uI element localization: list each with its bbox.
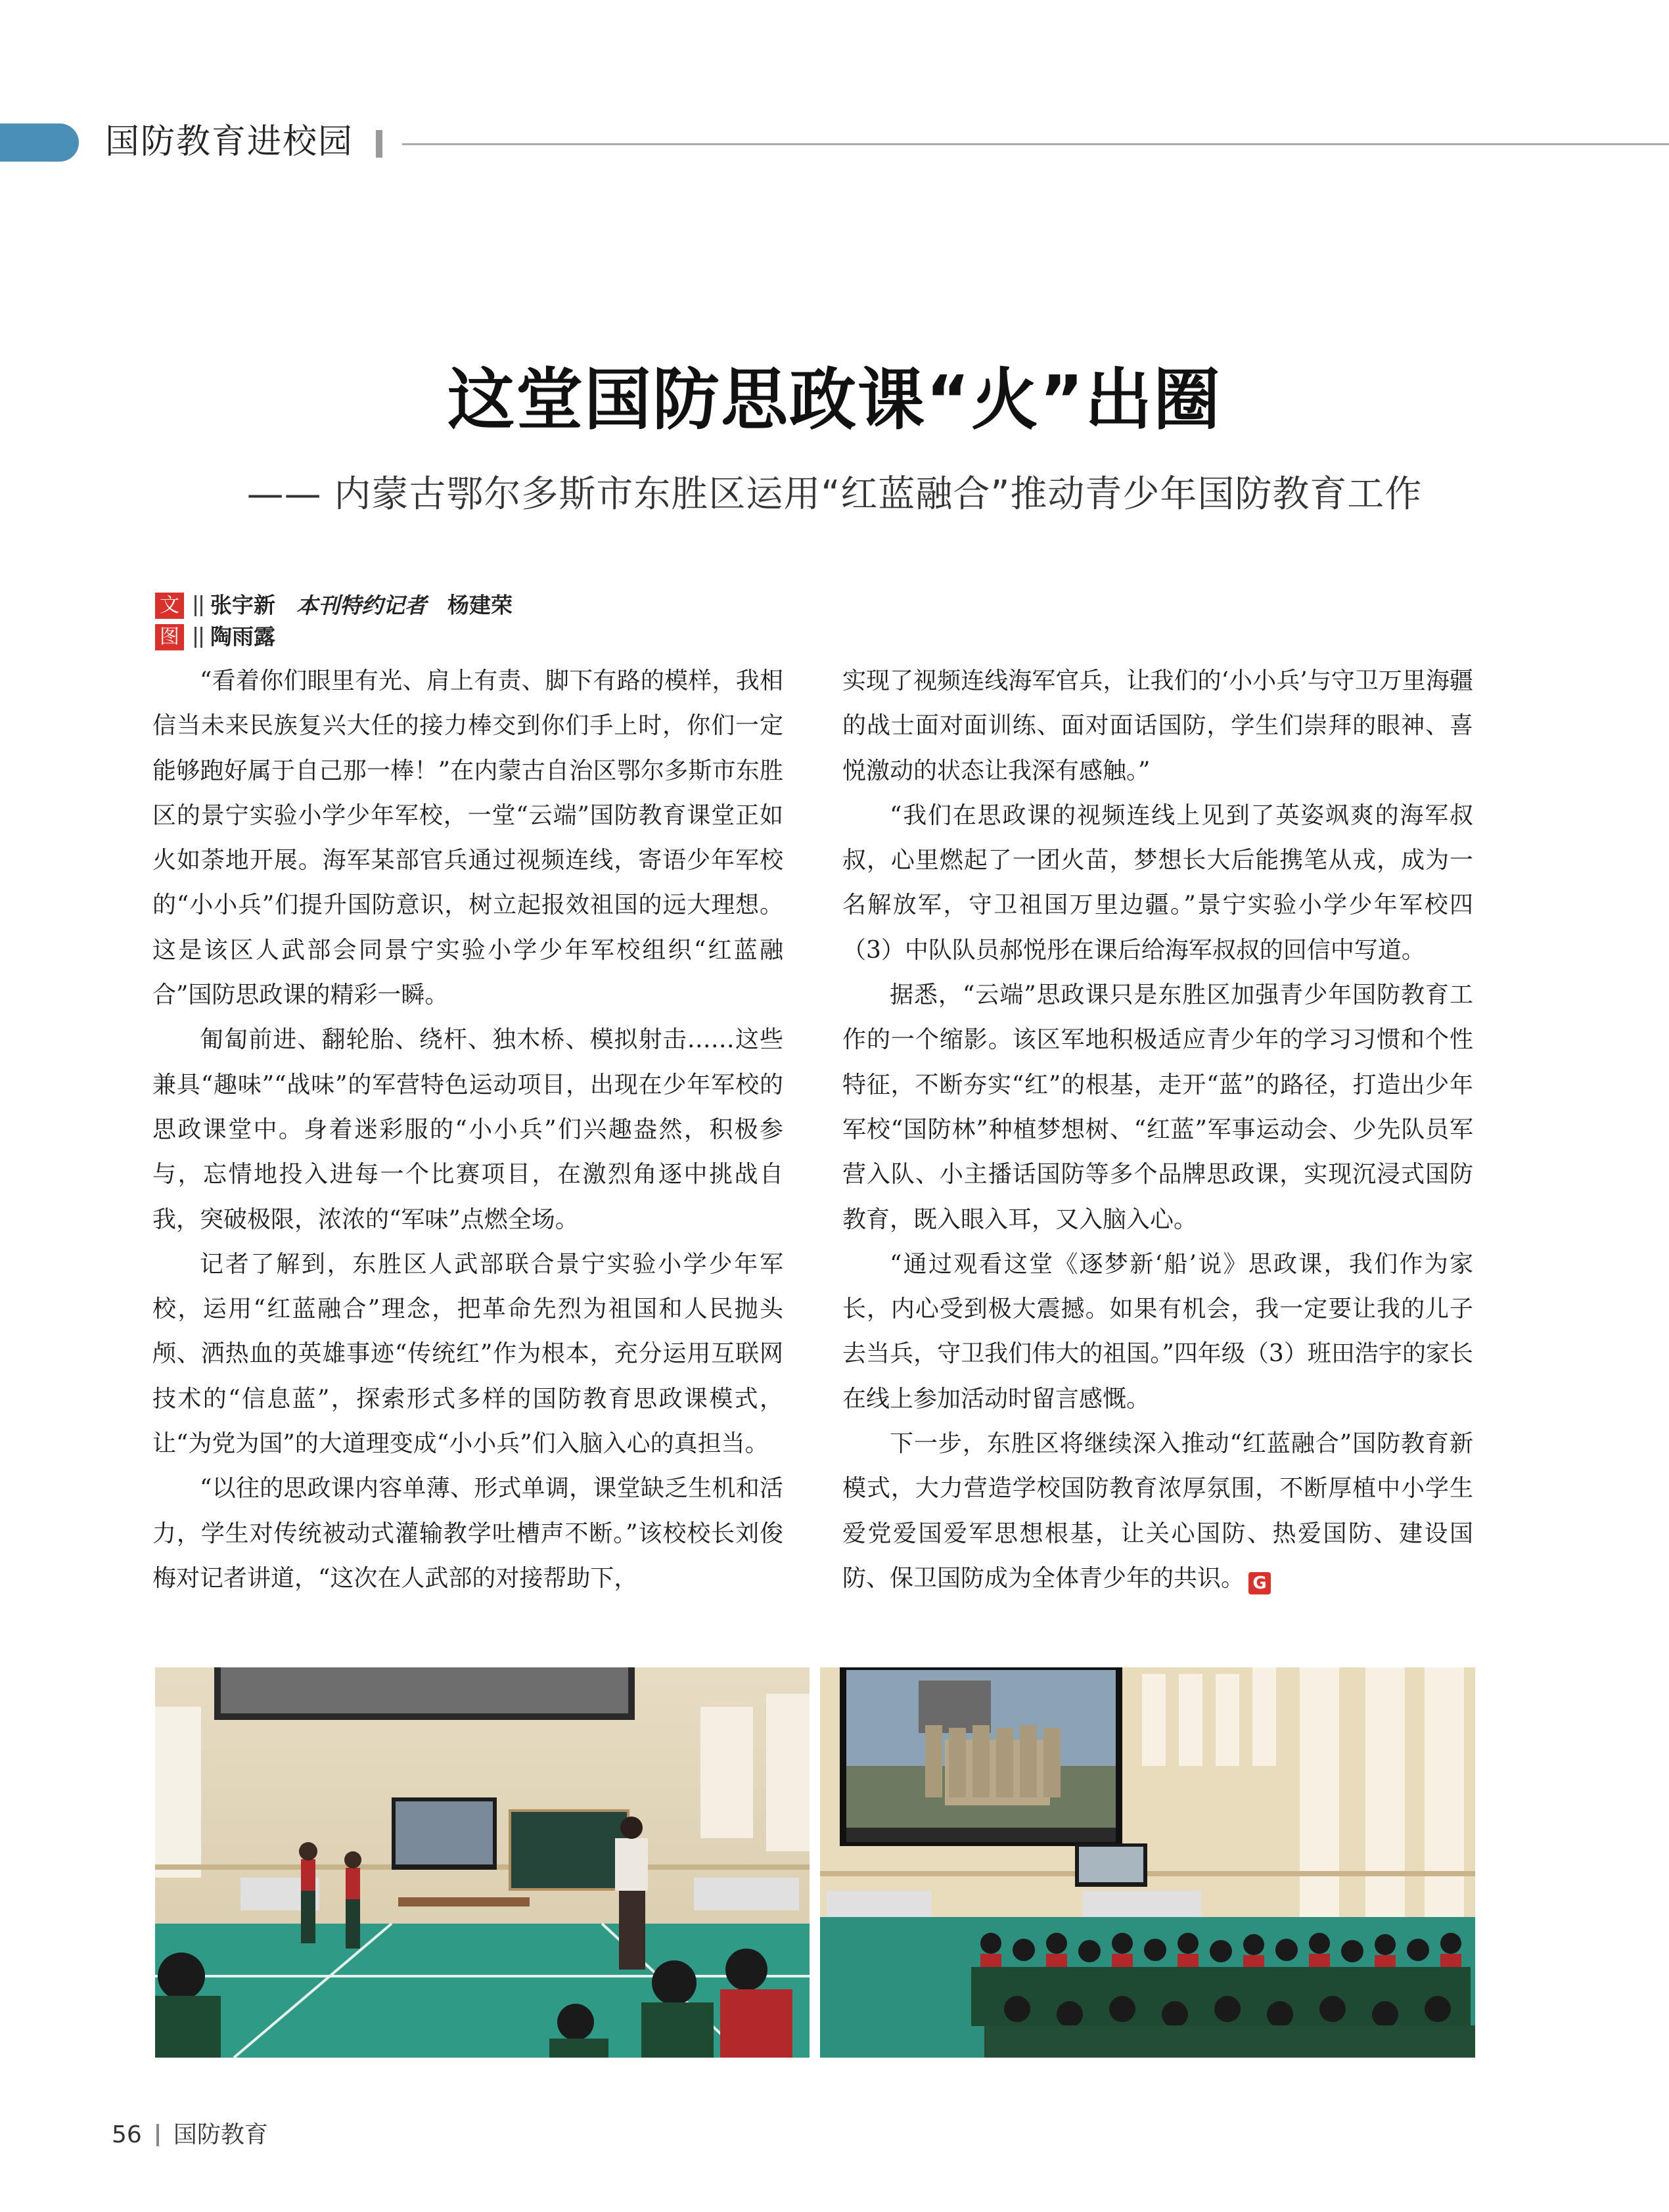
- divider-icon: [194, 595, 202, 616]
- video-link-photo-icon: [820, 1667, 1475, 2058]
- paragraph-continued: 实现了视频连线海军官兵，让我们的‘小小兵’与守卫万里海疆的战士面对面训练、面对面话国防，学生们崇拜的眼神、喜悦激动的状态让我深有感触。”: [842, 667, 1473, 784]
- paragraph: “以往的思政课内容单薄、形式单调，课堂缺乏生机和活力，学生对传统被动式灌输教学吐槽声不断。”该校校长刘俊梅对记者讲道，“这次在人武部的对接帮助下，: [152, 1475, 783, 1592]
- photo-author: 陶雨露: [210, 623, 275, 650]
- magazine-name: 国防教育: [173, 2121, 268, 2148]
- final-text: 下一步，东胜区将继续深入推动“红蓝融合”国防教育新模式，大力营造学校国防教育浓厚氛围，不断厚植中小学生爱党爱国爱军思想根基，让关心国防、热爱国防、建设国防、保卫国防成为全体青少年的共识。: [842, 1430, 1473, 1592]
- page-footer: [112, 2119, 268, 2152]
- footer-separator: [156, 2124, 159, 2146]
- paragraph: 据悉，“云端”思政课只是东胜区加强青少年国防教育工作的一个缩影。该区军地积极适应青少年的学习习惯和个性特征，不断夯实“红”的根基，走开“蓝”的路径，打造出少年军校“国防林”种植梦想树、“红蓝”军事运动会、少先队员军营入队、小主播话国防等多个品牌思政课，实现沉浸式国防教育，既入眼入耳，又入脑入心。: [842, 982, 1473, 1233]
- classroom-photo-icon: [155, 1667, 810, 2058]
- classroom-photo: [155, 1667, 810, 2058]
- body-column-left: [152, 659, 783, 1601]
- reporter-name: 杨建荣: [447, 592, 513, 618]
- photo-tag: 图: [155, 624, 184, 650]
- section-title: 国防教育进校园: [105, 122, 354, 162]
- text-authors: 张宇新: [210, 592, 275, 618]
- text-tag: 文: [155, 593, 184, 619]
- section-separator: [376, 130, 382, 158]
- paragraph: “通过观看这堂《逐梦新‘船’说》思政课，我们作为家长，内心受到极大震撼。如果有机会，我一定要让我的儿子去当兵，守卫我们伟大的祖国。”四年级（3）班田浩宇的家长在线上参加活动时留言感慨。: [842, 1250, 1473, 1412]
- end-mark-icon: G: [1248, 1572, 1271, 1594]
- article-title: 这堂国防思政课“火”出圈: [447, 361, 1222, 440]
- byline-text: [155, 590, 513, 620]
- video-link-photo: [820, 1667, 1475, 2058]
- paragraph: “看着你们眼里有光、肩上有责、脚下有路的模样，我相信当未来民族复兴大任的接力棒交到你们手上时，你们一定能够跑好属于自己那一棒！”在内蒙古自治区鄂尔多斯市东胜区的景宁实验小学少年军校，一堂“云端”国防教育课堂正如火如荼地开展。海军某部官兵通过视频连线，寄语少年军校的“小小兵”们提升国防意识，树立起报效祖国的远大理想。这是该区人武部会同景宁实验小学少年军校组织“红蓝融合”国防思政课的精彩一瞬。: [152, 667, 783, 1009]
- paragraph: “我们在思政课的视频连线上见到了英姿飒爽的海军叔叔，心里燃起了一团火苗，梦想长大后能携笔从戎，成为一名解放军，守卫祖国万里边疆。”景宁实验小学少年军校四（3）中队队员郝悦彤在课后给海军叔叔的回信中写道。: [842, 801, 1473, 964]
- byline-photo: [155, 621, 275, 652]
- paragraph-final: [842, 1422, 1473, 1601]
- article-subtitle: —— 内蒙古鄂尔多斯市东胜区运用“红蓝融合”推动青少年国防教育工作: [246, 473, 1423, 516]
- paragraph: 匍匐前进、翻轮胎、绕杆、独木桥、模拟射击……这些兼具“趣味”“战味”的军营特色运动项目，出现在少年军校的思政课堂中。身着迷彩服的“小小兵”们兴趣盎然，积极参与，忘情地投入进每一个比赛项目，在激烈角逐中挑战自我，突破极限，浓浓的“军味”点燃全场。: [152, 1026, 783, 1233]
- page-number: 56: [112, 2121, 142, 2148]
- reporter-role: 本刊特约记者: [296, 592, 426, 618]
- paragraph: 记者了解到，东胜区人武部联合景宁实验小学少年军校，运用“红蓝融合”理念，把革命先烈为祖国和人民抛头颅、洒热血的英雄事迹“传统红”作为根本，充分运用互联网技术的“信息蓝”，探索形式多样的国防教育思政课模式，让“为党为国”的大道理变成“小小兵”们入脑入心的真担当。: [152, 1250, 783, 1458]
- header-rule: [402, 143, 1669, 145]
- body-column-right: [842, 659, 1473, 1601]
- section-tab-decoration: [0, 124, 79, 162]
- divider-icon: [194, 627, 202, 648]
